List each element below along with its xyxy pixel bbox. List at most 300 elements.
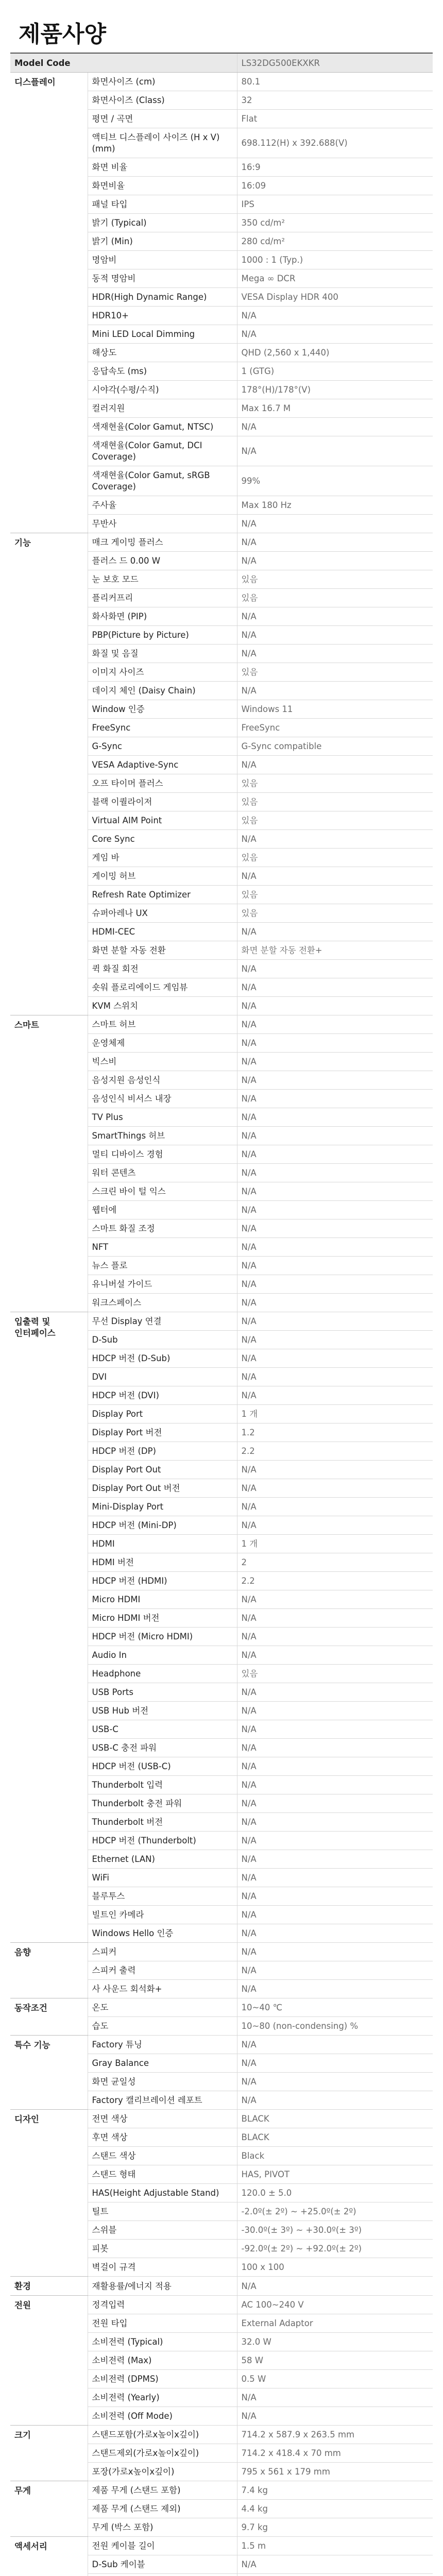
spec-item-label: 스피커 — [88, 1943, 237, 1961]
spec-item-value: 1.2 — [237, 1423, 433, 1442]
spec-item-value: N/A — [237, 1794, 433, 1813]
spec-item-label: 평면 / 곡면 — [88, 110, 237, 128]
spec-item-value: N/A — [237, 1628, 433, 1646]
spec-item-value: N/A — [237, 436, 433, 466]
spec-item-value: N/A — [237, 1609, 433, 1628]
spec-item-label: 스탠드제외(가로x높이x깊이) — [88, 2444, 237, 2463]
spec-row — [10, 1312, 433, 1331]
spec-item-label: HAS(Height Adjustable Stand) — [88, 2184, 237, 2202]
spec-item-label: 포장(가로x높이x깊이) — [88, 2463, 237, 2481]
spec-item-label: 스크린 바이 털 익스 — [88, 1182, 237, 1201]
spec-item-value: N/A — [237, 997, 433, 1015]
spec-row — [10, 2036, 433, 2054]
spec-item-label: HDMI — [88, 1535, 237, 1553]
spec-item-label: HDCP 버전 (HDMI) — [88, 1572, 237, 1590]
spec-item-label: 밝기 (Min) — [88, 232, 237, 251]
spec-item-value: 10~80 (non-condensing) % — [237, 2017, 433, 2036]
spec-item-value: N/A — [237, 756, 433, 774]
spec-item-label: 후면 색상 — [88, 2128, 237, 2147]
spec-item-label: 워크스페이스 — [88, 1294, 237, 1312]
spec-item-value: N/A — [237, 2091, 433, 2110]
spec-item-value: N/A — [237, 1646, 433, 1665]
spec-item-value — [237, 2574, 433, 2576]
spec-item-value: N/A — [237, 1498, 433, 1516]
spec-item-label: 제품 무게 (스탠드 포함) — [88, 2481, 237, 2500]
spec-item-label: 스탠드 형태 — [88, 2165, 237, 2184]
spec-item-label: 소비전력 (Yearly) — [88, 2388, 237, 2407]
spec-item-label: 화면사이즈 (cm) — [88, 73, 237, 91]
spec-table-body — [10, 53, 433, 2576]
spec-item-label: HDR10+ — [88, 307, 237, 325]
spec-item-value: 58 W — [237, 2351, 433, 2370]
spec-item-label: HDCP 버전 (USB-C) — [88, 1757, 237, 1776]
spec-category: 동작조건 — [10, 1998, 88, 2036]
spec-item-label: 슈퍼아레나 UX — [88, 904, 237, 923]
spec-item-label: 색재현율(Color Gamut, NTSC) — [88, 418, 237, 436]
spec-item-value: N/A — [237, 1850, 433, 1869]
spec-item-value: N/A — [237, 325, 433, 344]
spec-item-label: 화면비율 — [88, 177, 237, 195]
spec-item-label: 플리커프리 — [88, 589, 237, 607]
spec-item-value: 120.0 ± 5.0 — [237, 2184, 433, 2202]
spec-item-label: 패널 타입 — [88, 195, 237, 214]
spec-item-value: N/A — [237, 1869, 433, 1887]
spec-item-label: Mini-Display Port — [88, 1498, 237, 1516]
spec-item-label: 벽걸이 규격 — [88, 2258, 237, 2277]
spec-item-value: BLACK — [237, 2128, 433, 2147]
spec-item-label: HDCP 버전 (DVI) — [88, 1386, 237, 1405]
spec-item-value: 99% — [237, 466, 433, 496]
spec-item-value: N/A — [237, 960, 433, 978]
spec-item-label: 피봇 — [88, 2240, 237, 2258]
spec-item-label: FreeSync — [88, 719, 237, 737]
spec-item-value: N/A — [237, 1238, 433, 1257]
spec-item-value: N/A — [237, 1461, 433, 1479]
spec-item-value: N/A — [237, 1961, 433, 1980]
spec-item-label: 오프 타이머 플러스 — [88, 774, 237, 793]
spec-item-value: N/A — [237, 1590, 433, 1609]
spec-category: 스마트 — [10, 1015, 88, 1312]
spec-item-label: Thunderbolt 버전 — [88, 1813, 237, 1832]
spec-category: 무게 — [10, 2481, 88, 2537]
spec-category: 디스플레이 — [10, 73, 88, 533]
spec-row — [10, 1998, 433, 2017]
spec-item-label: 무선 Display 연결 — [88, 1312, 237, 1331]
spec-item-label: 음성인식 비서스 내장 — [88, 1090, 237, 1108]
spec-item-label: 밝기 (Typical) — [88, 214, 237, 232]
spec-item-label: 전원 케이블 길이 — [88, 2537, 237, 2555]
spec-row — [10, 2296, 433, 2314]
spec-item-label: 빅스비 — [88, 1053, 237, 1071]
spec-item-label: Core Sync — [88, 830, 237, 849]
spec-item-value: N/A — [237, 1906, 433, 1924]
spec-item-value: N/A — [237, 1145, 433, 1164]
spec-item-label: 화면 비율 — [88, 158, 237, 177]
spec-item-label: VESA Adaptive-Sync — [88, 756, 237, 774]
spec-item-value: 1 (GTG) — [237, 362, 433, 381]
spec-item-value: 있음 — [237, 811, 433, 830]
spec-item-label: HDCP 버전 (Thunderbolt) — [88, 1832, 237, 1850]
spec-item-value: N/A — [237, 1108, 433, 1127]
spec-item-label: HDCP 버전 (Micro HDMI) — [88, 1628, 237, 1646]
spec-item-label: Factory 튜닝 — [88, 2036, 237, 2054]
spec-item-label: Micro HDMI 버전 — [88, 1609, 237, 1628]
spec-item-value: N/A — [237, 1090, 433, 1108]
spec-item-label: Headphone — [88, 1665, 237, 1683]
spec-item-value: N/A — [237, 1683, 433, 1702]
spec-item-value: N/A — [237, 607, 433, 626]
spec-category: 액세서리 — [10, 2537, 88, 2576]
spec-item-value: 100 x 100 — [237, 2258, 433, 2277]
spec-item-value: N/A — [237, 1368, 433, 1386]
spec-item-value: FreeSync — [237, 719, 433, 737]
spec-item-label: 주사율 — [88, 496, 237, 515]
spec-item-label: 소비전력 (Typical) — [88, 2333, 237, 2351]
spec-item-value: 280 cd/m² — [237, 232, 433, 251]
spec-item-value: N/A — [237, 867, 433, 886]
spec-table — [10, 53, 433, 2576]
spec-item-value: -30.0º(± 3º) ~ +30.0º(± 3º) — [237, 2221, 433, 2240]
spec-item-value: N/A — [237, 1331, 433, 1349]
spec-item-label: 빌트인 카메라 — [88, 1906, 237, 1924]
spec-item-label: 화사화면 (PIP) — [88, 607, 237, 626]
spec-item-label: Thunderbolt 입력 — [88, 1776, 237, 1794]
spec-item-label: 재활용률/에너지 적용 — [88, 2277, 237, 2296]
spec-item-label: 정격입력 — [88, 2296, 237, 2314]
spec-item-label: Window 인증 — [88, 700, 237, 719]
spec-item-label: Display Port — [88, 1405, 237, 1423]
spec-item-value: N/A — [237, 1980, 433, 1998]
spec-item-value: 1000 : 1 (Typ.) — [237, 251, 433, 269]
spec-item-value: Flat — [237, 110, 433, 128]
spec-item-value: N/A — [237, 1127, 433, 1145]
spec-category: 입출력 및 인터페이스 — [10, 1312, 88, 1943]
spec-item-label: 소비전력 (DPMS) — [88, 2370, 237, 2388]
spec-item-value: 350 cd/m² — [237, 214, 433, 232]
spec-item-value: N/A — [237, 2054, 433, 2073]
spec-item-value: N/A — [237, 1832, 433, 1850]
spec-item-label: 스탠드포함(가로x높이x깊이) — [88, 2426, 237, 2444]
spec-item-value: N/A — [237, 1219, 433, 1238]
spec-item-label: TV Plus — [88, 1108, 237, 1127]
spec-item-value: N/A — [237, 2388, 433, 2407]
spec-item-value: 795 x 561 x 179 mm — [237, 2463, 433, 2481]
spec-item-value: 2.2 — [237, 1572, 433, 1590]
spec-item-label: 플러스 드 0.00 W — [88, 552, 237, 570]
spec-item-value: N/A — [237, 1813, 433, 1832]
spec-item-value: N/A — [237, 1034, 433, 1053]
spec-item-label: 습도 — [88, 2017, 237, 2036]
spec-item-value: Mega ∞ DCR — [237, 269, 433, 288]
spec-item-label: 매크 게이밍 플러스 — [88, 533, 237, 552]
spec-item-label: Factory 캘리브레이션 레포트 — [88, 2091, 237, 2110]
spec-item-value: 9.7 kg — [237, 2518, 433, 2537]
spec-item-value: 32.0 W — [237, 2333, 433, 2351]
spec-item-label: 게이밍 허브 — [88, 867, 237, 886]
spec-item-value: 있음 — [237, 904, 433, 923]
spec-item-label: USB-C 충전 파워 — [88, 1739, 237, 1757]
spec-item-label: 시야각(수평/수직) — [88, 381, 237, 399]
spec-item-value: G-Sync compatible — [237, 737, 433, 756]
spec-item-value: N/A — [237, 1164, 433, 1182]
spec-item-value: N/A — [237, 2036, 433, 2054]
spec-item-label: Micro HDMI — [88, 1590, 237, 1609]
spec-item-label: 음성지원 음성인식 — [88, 1071, 237, 1090]
spec-item-label: 화면 분할 자동 전환 — [88, 941, 237, 960]
spec-item-value: 7.4 kg — [237, 2481, 433, 2500]
spec-item-label: 멀티 디바이스 경험 — [88, 1145, 237, 1164]
spec-item-label: Display Port Out — [88, 1461, 237, 1479]
spec-item-label: Ethernet (LAN) — [88, 1850, 237, 1869]
spec-item-label: G-Sync — [88, 737, 237, 756]
spec-item-value: QHD (2,560 x 1,440) — [237, 344, 433, 362]
spec-item-value: N/A — [237, 1257, 433, 1275]
spec-item-value: 16:09 — [237, 177, 433, 195]
spec-item-label: 해상도 — [88, 344, 237, 362]
spec-category: 기능 — [10, 533, 88, 1015]
spec-item-value: N/A — [237, 1182, 433, 1201]
spec-item-value: 화면 분할 자동 전환+ — [237, 941, 433, 960]
spec-item-value: 4.4 kg — [237, 2500, 433, 2518]
model-code-label: Model Code — [10, 53, 237, 73]
spec-item-value: 2 — [237, 1553, 433, 1572]
spec-item-label: Gray Balance — [88, 2054, 237, 2073]
spec-item-label: 명암비 — [88, 251, 237, 269]
spec-row — [10, 2537, 433, 2555]
spec-item-label: 무게 (박스 포함) — [88, 2518, 237, 2537]
spec-item-value: 32 — [237, 91, 433, 110]
spec-item-value: Max 16.7 M — [237, 399, 433, 418]
spec-item-label: 블루투스 — [88, 1887, 237, 1906]
spec-item-value: N/A — [237, 626, 433, 645]
spec-item-value: 1 개 — [237, 1535, 433, 1553]
spec-item-value: 있음 — [237, 774, 433, 793]
spec-item-value: N/A — [237, 1015, 433, 1034]
spec-item-value: N/A — [237, 1294, 433, 1312]
spec-item-label: Virtual AIM Point — [88, 811, 237, 830]
spec-item-value: HAS, PIVOT — [237, 2165, 433, 2184]
spec-item-label: D-Sub 케이블 — [88, 2555, 237, 2574]
spec-item-label: HDR(High Dynamic Range) — [88, 288, 237, 307]
spec-item-value: N/A — [237, 533, 433, 552]
spec-item-label: 전면 색상 — [88, 2110, 237, 2128]
spec-item-value: 0.5 W — [237, 2370, 433, 2388]
spec-item-label: Refresh Rate Optimizer — [88, 886, 237, 904]
spec-row — [10, 73, 433, 91]
spec-item-value: N/A — [237, 923, 433, 941]
spec-item-value: 2.2 — [237, 1442, 433, 1461]
spec-item-label: 색재현율(Color Gamut, DCI Coverage) — [88, 436, 237, 466]
spec-item-label: 운영체제 — [88, 1034, 237, 1053]
spec-row — [10, 2481, 433, 2500]
spec-item-label — [88, 2574, 237, 2576]
spec-item-label: Display Port 버전 — [88, 1423, 237, 1442]
spec-item-value: 16:9 — [237, 158, 433, 177]
spec-item-value: Max 180 Hz — [237, 496, 433, 515]
spec-item-label: HDCP 버전 (DP) — [88, 1442, 237, 1461]
spec-item-label: 스피커 출력 — [88, 1961, 237, 1980]
spec-item-label: PBP(Picture by Picture) — [88, 626, 237, 645]
spec-item-value: N/A — [237, 1386, 433, 1405]
spec-row — [10, 2426, 433, 2444]
spec-item-label: 화면 균일성 — [88, 2073, 237, 2091]
spec-item-value: N/A — [237, 1757, 433, 1776]
spec-item-value: N/A — [237, 1702, 433, 1720]
spec-item-label: Mini LED Local Dimming — [88, 325, 237, 344]
spec-item-label: 유니버설 가이드 — [88, 1275, 237, 1294]
spec-item-label: Audio In — [88, 1646, 237, 1665]
model-code-row — [10, 53, 433, 73]
spec-item-value: N/A — [237, 1887, 433, 1906]
spec-item-value: N/A — [237, 1943, 433, 1961]
spec-item-label: D-Sub — [88, 1331, 237, 1349]
spec-item-value: N/A — [237, 1053, 433, 1071]
spec-item-label: 웹터에 — [88, 1201, 237, 1219]
spec-category: 전원 — [10, 2296, 88, 2426]
spec-item-value: 1.5 m — [237, 2537, 433, 2555]
spec-category: 특수 기능 — [10, 2036, 88, 2110]
spec-item-value: 있음 — [237, 886, 433, 904]
spec-item-label: Display Port Out 버전 — [88, 1479, 237, 1498]
spec-item-value: VESA Display HDR 400 — [237, 288, 433, 307]
spec-item-label: Thunderbolt 충전 파워 — [88, 1794, 237, 1813]
spec-row — [10, 2110, 433, 2128]
spec-item-label: 스마트 허브 — [88, 1015, 237, 1034]
spec-item-label: 응답속도 (ms) — [88, 362, 237, 381]
spec-category: 음향 — [10, 1943, 88, 1998]
spec-category: 디자인 — [10, 2110, 88, 2277]
spec-item-value: N/A — [237, 1776, 433, 1794]
spec-item-value: 178°(H)/178°(V) — [237, 381, 433, 399]
spec-item-label: Windows Hello 인증 — [88, 1924, 237, 1943]
spec-item-label: 온도 — [88, 1998, 237, 2017]
spec-item-value: 있음 — [237, 1665, 433, 1683]
spec-item-label: 소비전력 (Max) — [88, 2351, 237, 2370]
spec-item-value: Black — [237, 2147, 433, 2165]
spec-item-label: 스마트 화질 조정 — [88, 1219, 237, 1238]
spec-item-label: 블랙 이퀄라이저 — [88, 793, 237, 811]
spec-item-label: HDCP 버전 (D-Sub) — [88, 1349, 237, 1368]
spec-item-value: 있음 — [237, 570, 433, 589]
spec-item-value: IPS — [237, 195, 433, 214]
spec-item-label: 화질 및 음질 — [88, 645, 237, 663]
spec-category: 환경 — [10, 2277, 88, 2296]
spec-item-value: N/A — [237, 2407, 433, 2426]
spec-item-label: 액티브 디스플레이 사이즈 (H x V) (mm) — [88, 128, 237, 158]
spec-item-value: N/A — [237, 682, 433, 700]
spec-item-label: 눈 보호 모드 — [88, 570, 237, 589]
spec-item-label: 데이지 체인 (Daisy Chain) — [88, 682, 237, 700]
spec-item-label: USB Ports — [88, 1683, 237, 1702]
spec-item-value: N/A — [237, 307, 433, 325]
spec-item-value: BLACK — [237, 2110, 433, 2128]
spec-item-value: 714.2 x 587.9 x 263.5 mm — [237, 2426, 433, 2444]
spec-item-value: Windows 11 — [237, 700, 433, 719]
spec-row — [10, 1015, 433, 1034]
spec-item-label: 화면사이즈 (Class) — [88, 91, 237, 110]
spec-item-value: 10~40 ℃ — [237, 1998, 433, 2017]
spec-item-value: N/A — [237, 2277, 433, 2296]
spec-item-label: HDCP 버전 (Mini-DP) — [88, 1516, 237, 1535]
spec-row — [10, 533, 433, 552]
spec-item-label: 컬러지원 — [88, 399, 237, 418]
spec-item-value: 714.2 x 418.4 x 70 mm — [237, 2444, 433, 2463]
spec-item-value: N/A — [237, 1479, 433, 1498]
spec-item-label: HDMI 버전 — [88, 1553, 237, 1572]
spec-item-value: N/A — [237, 1924, 433, 1943]
spec-item-label: 워터 콘텐츠 — [88, 1164, 237, 1182]
spec-row — [10, 2277, 433, 2296]
spec-item-value: -92.0º(± 2º) ~ +92.0º(± 2º) — [237, 2240, 433, 2258]
spec-item-value: N/A — [237, 1071, 433, 1090]
spec-item-label: 제품 무게 (스탠드 제외) — [88, 2500, 237, 2518]
spec-item-label: 사 사운드 회석화+ — [88, 1980, 237, 1998]
spec-item-label: NFT — [88, 1238, 237, 1257]
spec-item-value: 80.1 — [237, 73, 433, 91]
spec-item-label: 틸트 — [88, 2202, 237, 2221]
spec-item-value: N/A — [237, 515, 433, 533]
spec-item-value: 있음 — [237, 663, 433, 682]
spec-item-label: 이미지 사이즈 — [88, 663, 237, 682]
spec-item-value: AC 100~240 V — [237, 2296, 433, 2314]
spec-item-value: N/A — [237, 1275, 433, 1294]
spec-item-label: 색재현율(Color Gamut, sRGB Coverage) — [88, 466, 237, 496]
spec-item-label: USB Hub 버전 — [88, 1702, 237, 1720]
spec-item-value: N/A — [237, 1201, 433, 1219]
spec-item-label: 스위블 — [88, 2221, 237, 2240]
spec-item-label: SmartThings 허브 — [88, 1127, 237, 1145]
spec-item-label: HDMI-CEC — [88, 923, 237, 941]
spec-item-value: 있음 — [237, 849, 433, 867]
spec-item-value: N/A — [237, 1349, 433, 1368]
spec-item-value: N/A — [237, 1720, 433, 1739]
spec-item-label: 퀵 화질 회전 — [88, 960, 237, 978]
spec-item-label: 게임 바 — [88, 849, 237, 867]
spec-item-value: N/A — [237, 2073, 433, 2091]
spec-item-label: 소비전력 (Off Mode) — [88, 2407, 237, 2426]
model-code-value: LS32DG500EKXKR — [237, 53, 433, 73]
spec-item-label: WiFi — [88, 1869, 237, 1887]
spec-item-label: 뉴스 플로 — [88, 1257, 237, 1275]
spec-item-value: 698.112(H) x 392.688(V) — [237, 128, 433, 158]
spec-item-value: 있음 — [237, 793, 433, 811]
spec-item-value: N/A — [237, 2555, 433, 2574]
spec-item-label: 무반사 — [88, 515, 237, 533]
spec-item-value: 있음 — [237, 589, 433, 607]
spec-item-value: 1 개 — [237, 1405, 433, 1423]
spec-item-value: N/A — [237, 978, 433, 997]
spec-item-value: -2.0º(± 2º) ~ +25.0º(± 2º) — [237, 2202, 433, 2221]
spec-item-label: 동적 명암비 — [88, 269, 237, 288]
spec-item-value: N/A — [237, 418, 433, 436]
page-title: 제품사양 — [19, 21, 107, 47]
spec-item-value: N/A — [237, 645, 433, 663]
spec-item-value: N/A — [237, 830, 433, 849]
spec-item-label: KVM 스위치 — [88, 997, 237, 1015]
spec-row — [10, 1943, 433, 1961]
spec-item-label: USB-C — [88, 1720, 237, 1739]
spec-item-value: N/A — [237, 1516, 433, 1535]
spec-category: 크기 — [10, 2426, 88, 2481]
spec-item-label: 전원 타입 — [88, 2314, 237, 2333]
spec-item-value: N/A — [237, 1312, 433, 1331]
spec-item-label: DVI — [88, 1368, 237, 1386]
spec-item-value: N/A — [237, 1739, 433, 1757]
spec-item-value: N/A — [237, 552, 433, 570]
spec-item-value: External Adaptor — [237, 2314, 433, 2333]
spec-item-label: 숏워 플로리에이드 게임뷰 — [88, 978, 237, 997]
spec-item-label: 스탠드 색상 — [88, 2147, 237, 2165]
